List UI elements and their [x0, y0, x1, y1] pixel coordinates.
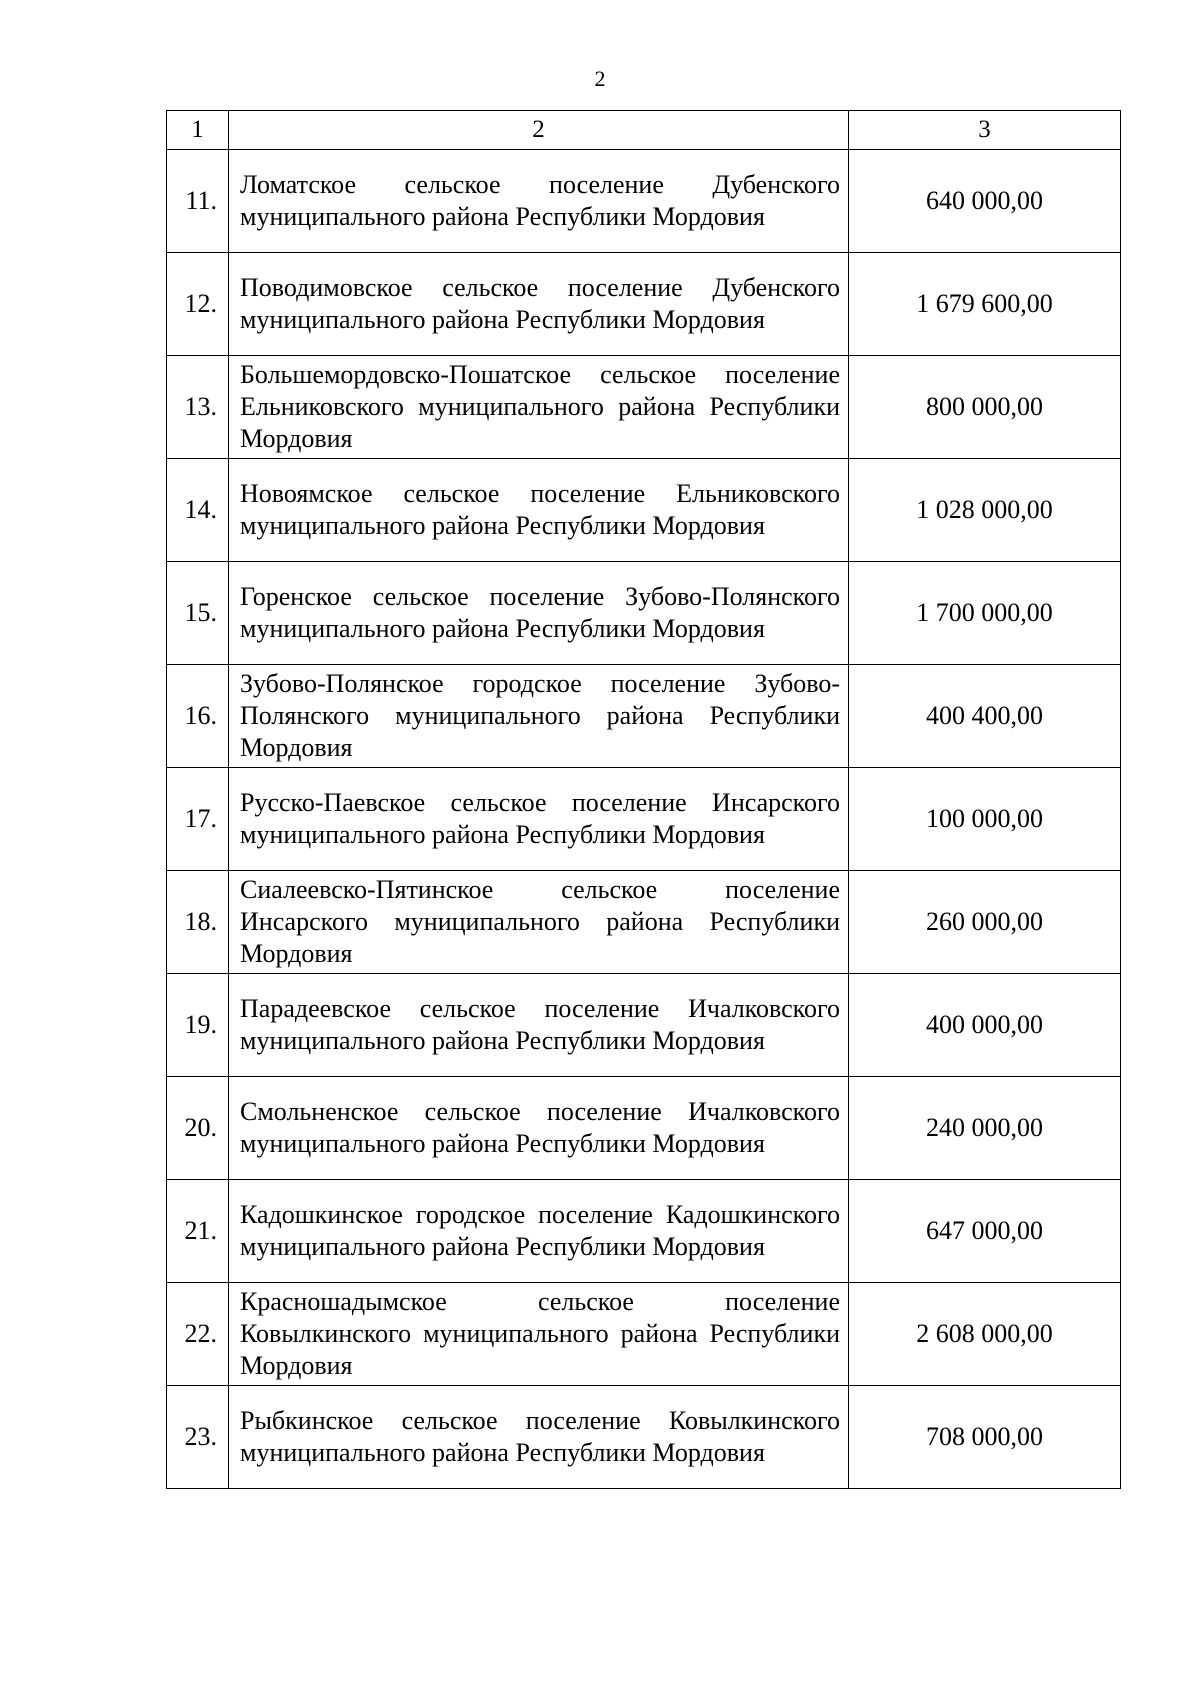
table-row: [167, 1283, 1121, 1386]
settlement-name-cell: Рыбкинское сельское поселение Ковылкинского муниципального района Республики Мордовия: [229, 1386, 849, 1489]
column-header-2: 2: [229, 111, 849, 150]
row-number-cell: 23.: [167, 1386, 229, 1489]
row-number-cell: 13.: [167, 356, 229, 459]
amount-cell: 240 000,00: [849, 1077, 1121, 1180]
settlement-name-cell: Парадеевское сельское поселение Ичалковского муниципального района Республики Мордовия: [229, 974, 849, 1077]
amount-cell: 800 000,00: [849, 356, 1121, 459]
settlement-name-cell: Смольненское сельское поселение Ичалковского муниципального района Республики Мордовия: [229, 1077, 849, 1180]
amount-cell: 640 000,00: [849, 150, 1121, 253]
allocation-table: [166, 110, 1121, 1489]
table-row: [167, 974, 1121, 1077]
settlement-name-cell: Кадошкинское городское поселение Кадошкинского муниципального района Республики Мордовия: [229, 1180, 849, 1283]
table-row: [167, 1077, 1121, 1180]
settlement-name-cell: Сиалеевско-Пятинское сельское поселение Инсарского муниципального района Республики Мордовия: [229, 871, 849, 974]
table-row: [167, 665, 1121, 768]
amount-cell: 1 700 000,00: [849, 562, 1121, 665]
settlement-name-cell: Большемордовско-Пошатское сельское поселение Ельниковского муниципального района Республики Мордовия: [229, 356, 849, 459]
settlement-name-cell: Горенское сельское поселение Зубово-Полянского муниципального района Республики Мордовия: [229, 562, 849, 665]
table-row: [167, 1180, 1121, 1283]
row-number-cell: 12.: [167, 253, 229, 356]
table-row: [167, 150, 1121, 253]
table-row: [167, 356, 1121, 459]
settlement-name-cell: Красношадымское сельское поселение Ковылкинского муниципального района Республики Мордовия: [229, 1283, 849, 1386]
table-row: [167, 1386, 1121, 1489]
row-number-cell: 19.: [167, 974, 229, 1077]
row-number-cell: 18.: [167, 871, 229, 974]
settlement-name-cell: Поводимовское сельское поселение Дубенского муниципального района Республики Мордовия: [229, 253, 849, 356]
column-header-1: 1: [167, 111, 229, 150]
table-row: [167, 459, 1121, 562]
settlement-name-cell: Русско-Паевское сельское поселение Инсарского муниципального района Республики Мордовия: [229, 768, 849, 871]
amount-cell: 1 028 000,00: [849, 459, 1121, 562]
amount-cell: 708 000,00: [849, 1386, 1121, 1489]
row-number-cell: 17.: [167, 768, 229, 871]
amount-cell: 400 400,00: [849, 665, 1121, 768]
table-row: [167, 768, 1121, 871]
amount-cell: 260 000,00: [849, 871, 1121, 974]
settlement-name-cell: Зубово-Полянское городское поселение Зубово-Полянского муниципального района Республики Мордовия: [229, 665, 849, 768]
column-header-3: 3: [849, 111, 1121, 150]
table-row: [167, 871, 1121, 974]
row-number-cell: 20.: [167, 1077, 229, 1180]
settlement-name-cell: Ломатское сельское поселение Дубенского муниципального района Республики Мордовия: [229, 150, 849, 253]
row-number-cell: 15.: [167, 562, 229, 665]
row-number-cell: 22.: [167, 1283, 229, 1386]
table-row: [167, 253, 1121, 356]
row-number-cell: 16.: [167, 665, 229, 768]
amount-cell: 100 000,00: [849, 768, 1121, 871]
row-number-cell: 21.: [167, 1180, 229, 1283]
amount-cell: 1 679 600,00: [849, 253, 1121, 356]
row-number-cell: 14.: [167, 459, 229, 562]
settlement-name-cell: Новоямское сельское поселение Ельниковского муниципального района Республики Мордовия: [229, 459, 849, 562]
amount-cell: 647 000,00: [849, 1180, 1121, 1283]
table-body: [167, 111, 1121, 1489]
row-number-cell: 11.: [167, 150, 229, 253]
table-row: [167, 562, 1121, 665]
page-number: 2: [594, 66, 606, 91]
amount-cell: 400 000,00: [849, 974, 1121, 1077]
column-number-header-row: [167, 111, 1121, 150]
amount-cell: 2 608 000,00: [849, 1283, 1121, 1386]
